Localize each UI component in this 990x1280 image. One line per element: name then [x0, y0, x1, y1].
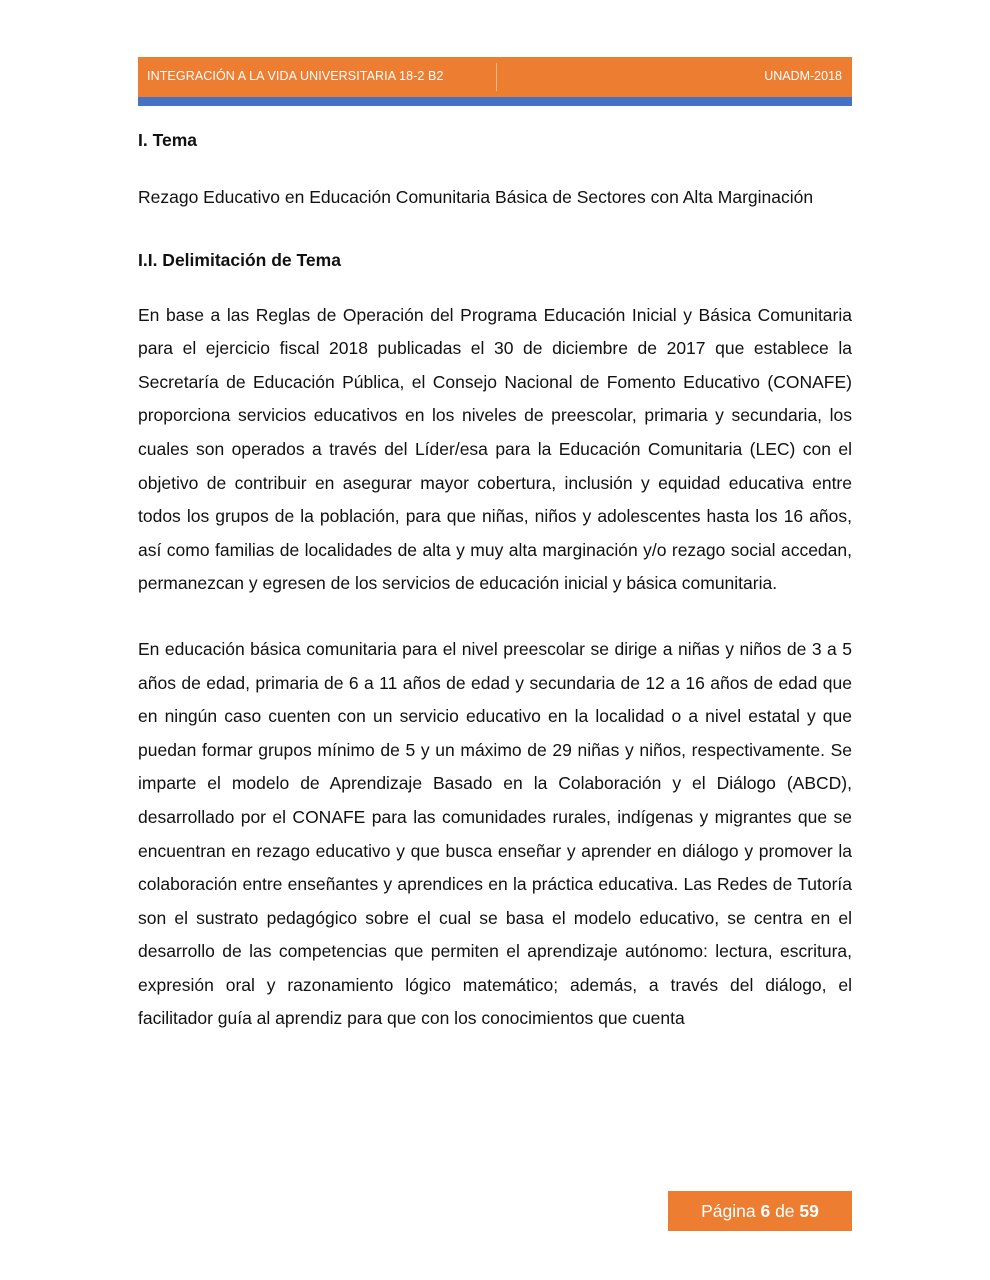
total-pages: 59: [799, 1201, 819, 1221]
header-course-title: INTEGRACIÓN A LA VIDA UNIVERSITARIA 18-2 B2: [147, 69, 444, 83]
page-header: [138, 57, 852, 97]
page-label: Página: [701, 1201, 756, 1221]
of-label: de: [775, 1201, 795, 1221]
topic-text: Rezago Educativo en Educación Comunitaria Básica de Sectores con Alta Marginación: [138, 187, 814, 207]
paragraph: En educación básica comunitaria para el nivel preescolar se dirige a niñas y niños de 3 a 5 años de edad, primaria de 6 a 11 años de edad y secundaria de 12 a 16 años de edad que en ningún caso cuenten con un servicio educativo en la localidad o a nivel estatal y que puedan formar grupos mínimo de 5 y un máximo de 29 niñas y niños, respectivamente. Se imparte el modelo de Aprendizaje Basado en la Colaboración y el Diálogo (ABCD), desarrollado por el CONAFE para las comunidades rurales, indígenas y migrantes que se encuentran en rezago educativo y que busca enseñar y aprender en diálogo y promover la colaboración entre enseñantes y aprendices en la práctica educativa. Las Redes de Tutoría son el sustrato pedagógico sobre el cual se basa el modelo educativo, se centra en el desarrollo de las competencias que permiten el aprendizaje autónomo: lectura, escritura, expresión oral y razonamiento lógico matemático; además, a través del diálogo, el facilitador guía al aprendiz para que con los conocimientos que cuenta: [138, 638, 852, 1029]
subsection-title: I.I. Delimitación de Tema: [138, 249, 341, 270]
header-accent-bar: [138, 97, 852, 106]
header-divider: [496, 63, 497, 91]
page-number-footer: [668, 1191, 852, 1231]
current-page-number: 6: [760, 1201, 771, 1221]
document-body: [138, 126, 852, 1036]
section-title: I. Tema: [138, 130, 198, 150]
header-institution: UNADM-2018: [764, 69, 842, 83]
paragraph: En base a las Reglas de Operación del Programa Educación Inicial y Básica Comunitaria para el ejercicio fiscal 2018 publicadas el 30 de diciembre de 2017 que establece la Secretaría de Educación Pública, el Consejo Nacional de Fomento Educativo (CONAFE) proporciona servicios educativos en los niveles de preescolar, primaria y secundaria, los cuales son operados a través del Líder/esa para la Educación Comunitaria (LEC) con el objetivo de contribuir en asegurar mayor cobertura, inclusión y equidad educativa entre todos los grupos de la población, para que niñas, niños y adolescentes hasta los 16 años, así como familias de localidades de alta y muy alta marginación y/o rezago social accedan, permanezcan y egresen de los servicios de educación inicial y básica comunitaria.: [138, 304, 852, 594]
